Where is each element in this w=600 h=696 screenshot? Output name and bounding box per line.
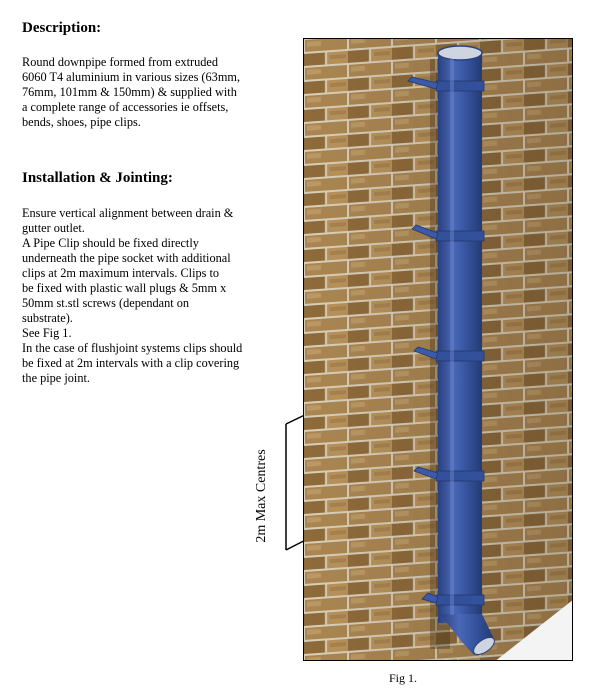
description-heading: Description: [22, 20, 102, 36]
installation-line: In the case of flushjoint systems clips should [22, 341, 243, 355]
installation-line: gutter outlet. [22, 221, 85, 235]
description-line: a complete range of accessories ie offsets, [22, 100, 229, 114]
installation-line: A Pipe Clip should be fixed directly [22, 236, 199, 250]
downpipe [438, 53, 482, 623]
downpipe-illustration [304, 39, 573, 661]
installation-line: Ensure vertical alignment between drain & [22, 206, 234, 220]
installation-line: the pipe joint. [22, 371, 90, 385]
description-text [22, 55, 286, 130]
dimension-label: 2m Max Centres [254, 449, 269, 543]
figure-frame [303, 38, 573, 661]
description-line: bends, shoes, pipe clips. [22, 115, 141, 129]
pipe-highlight [450, 59, 454, 615]
installation-line: substrate). [22, 311, 73, 325]
installation-line: be fixed with plastic wall plugs & 5mm x [22, 281, 227, 295]
description-line: 76mm, 101mm & 150mm) & supplied with [22, 85, 237, 99]
installation-line: be fixed at 2m intervals with a clip covering [22, 356, 240, 370]
installation-text [22, 206, 286, 386]
figure-caption: Fig 1. [389, 671, 418, 685]
installation-line: clips at 2m maximum intervals. Clips to [22, 266, 220, 280]
pipe-top-opening [438, 46, 482, 60]
installation-line: See Fig 1. [22, 326, 72, 340]
installation-line: 50mm st.stl screws (dependant on [22, 296, 190, 310]
installation-heading: Installation & Jointing: [22, 170, 173, 186]
description-line: Round downpipe formed from extruded [22, 55, 219, 69]
description-line: 6060 T4 aluminium in various sizes (63mm, [22, 70, 241, 84]
installation-line: underneath the pipe socket with additional [22, 251, 231, 265]
